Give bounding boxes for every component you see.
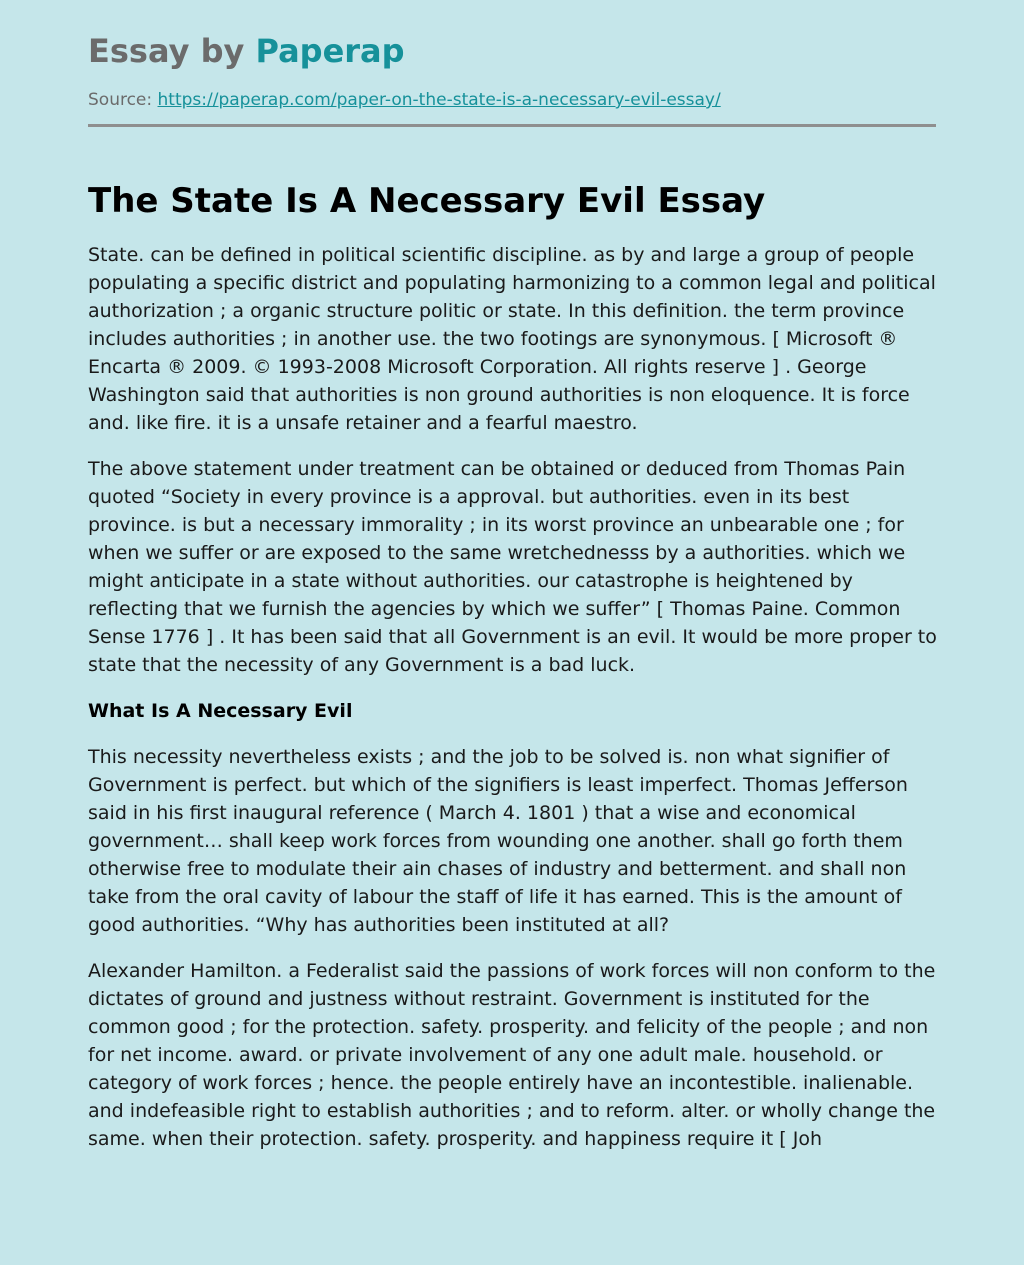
brand-prefix: Essay by xyxy=(88,32,256,70)
paragraph-3: This necessity nevertheless exists ; and the job to be solved is. non what signifier of Government is perfect. but which of the signifiers is least imperfect. Thomas Jefferson said in his first inaugural reference ( March 4. 1801 ) that a wise and economical government… shall keep work forces from wounding one another. shall go forth them otherwise free to modulate their ain chases of industry and betterment. and shall non take from the oral cavity of labour the staff of life it has earned. This is the amount of good authorities. “Why has authorities been instituted at all? xyxy=(88,746,908,936)
source-label: Source: xyxy=(88,90,153,110)
essay-body xyxy=(88,241,938,1171)
header-divider xyxy=(88,124,936,127)
source-link[interactable]: https://paperap.com/paper-on-the-state-is-a-necessary-evil-essay/ xyxy=(157,90,721,110)
paragraph-4: Alexander Hamilton. a Federalist said the passions of work forces will non conform to the dictates of ground and justness without restraint. Government is instituted for the common good ; for the protection. safety. prosperity. and felicity of the people ; and non for net income. award. or private involvement of any one adult male. household. or category of work forces ; hence. the people entirely have an incontestible. inalienable. and indefeasible right to establish authorities ; and to reform. alter. or wholly change the same. when their protection. safety. prosperity. and happiness require it [ Joh xyxy=(88,960,936,1150)
site-brand[interactable] xyxy=(88,30,405,72)
page-title: The State Is A Necessary Evil Essay xyxy=(88,181,766,221)
brand-name: Paperap xyxy=(255,32,405,70)
source-line xyxy=(88,89,721,111)
paragraph-1: State. can be defined in political scientific discipline. as by and large a group of people populating a specific district and populating harmonizing to a common legal and political authorization ; a organic structure politic or state. In this definition. the term province includes authorities ; in another use. the two footings are synonymous. [ Microsoft ® Encarta ® 2009. © 1993-2008 Microsoft Corporation. All rights reserve ] . George Washington said that authorities is non ground authorities is non eloquence. It is force and. like fire. it is a unsafe retainer and a fearful maestro. xyxy=(88,244,936,434)
section-heading: What Is A Necessary Evil xyxy=(88,700,353,722)
paragraph-2: The above statement under treatment can be obtained or deduced from Thomas Pain quoted “Society in every province is a approval. but authorities. even in its best province. is but a necessary immorality ; in its worst province an unbearable one ; for when we suffer or are exposed to the same wretchednesss by a authorities. which we might anticipate in a state without authorities. our catastrophe is heightened by reflecting that we furnish the agencies by which we suffer” [ Thomas Paine. Common Sense 1776 ] . It has been said that all Government is an evil. It would be more proper to state that the necessity of any Government is a bad luck. xyxy=(88,458,937,676)
